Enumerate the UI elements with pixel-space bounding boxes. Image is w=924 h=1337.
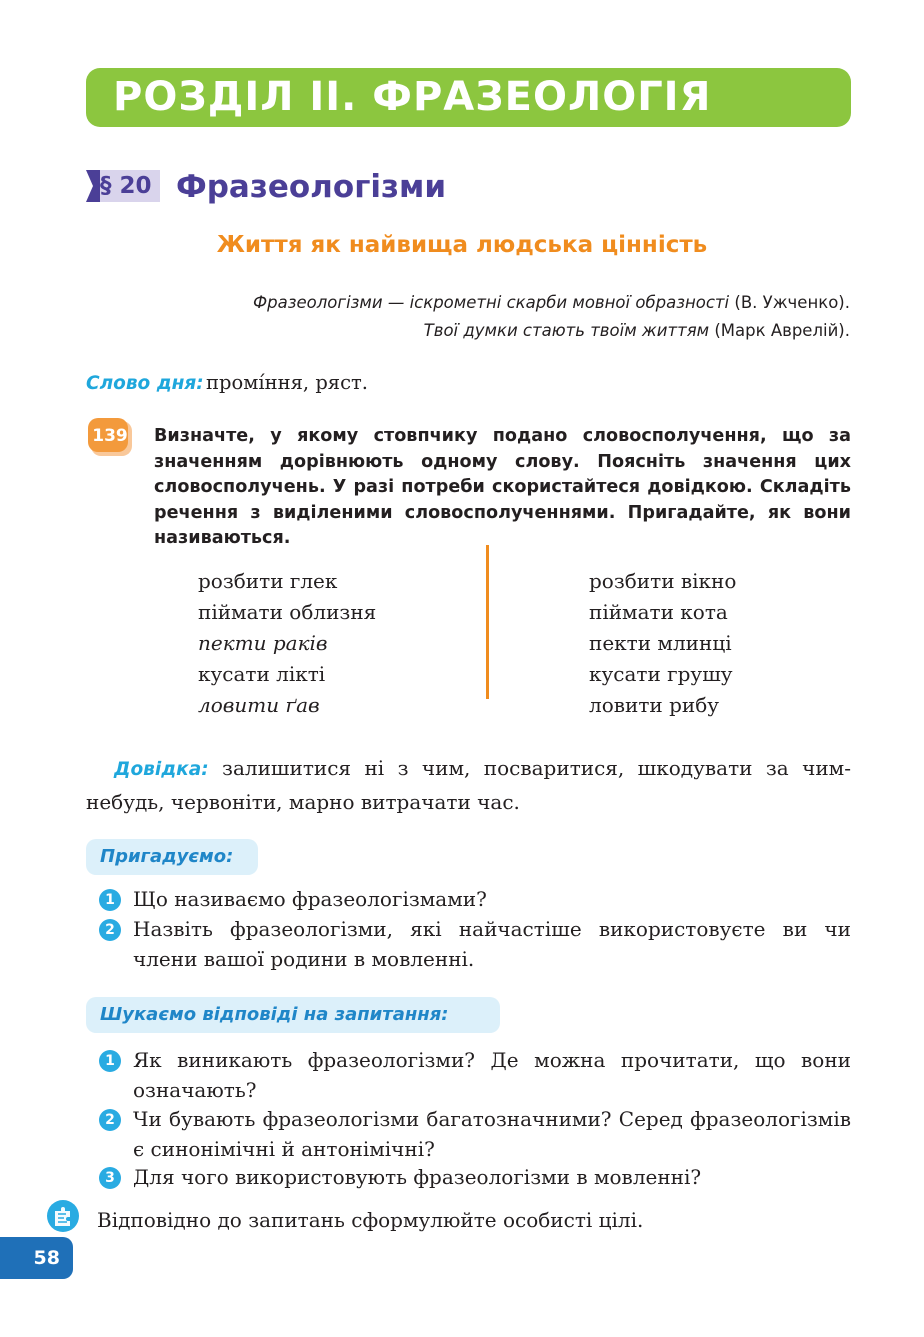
list-item-highlighted: ловити ґав <box>198 693 320 717</box>
recall-item-1: Що називаємо фразеологізмами? <box>133 887 487 911</box>
recall-item-2: Назвіть фразеологізми, які найчастіше використовуєте ви чи члени вашої родини в мовленні. <box>133 917 851 971</box>
list-item: кусати лікті <box>198 662 326 686</box>
list-item: пекти млинці <box>589 631 732 655</box>
reference-label: Довідка: <box>114 759 209 780</box>
epigraph-quote: Фразеологізми — іскрометні скарби мовної образності <box>252 293 730 312</box>
question-item-1: Як виникають фразеологізми? Де можна прочитати, що вони означають? <box>133 1048 851 1102</box>
reference-text: залишитися ні з чим, посваритися, шкодувати за чим-небудь, червоніти, марно витрачати час. <box>86 756 851 814</box>
exercise-task: Визначте, у якому стовпчику подано словосполучення, що за значенням дорівнюють одному слову. Поясніть значення цих словосполучень. У разі потреби скористайтеся довідкою. Складіть речення з виділеними словосполученнями. Пригадайте, як вони називаються. <box>154 426 851 548</box>
list-item: піймати кота <box>589 600 728 624</box>
list-item: ловити рибу <box>589 693 720 717</box>
list-item: розбити вікно <box>589 569 737 593</box>
section-number: § 20 <box>100 173 152 199</box>
word-of-day-text: промі́ння, ряст. <box>206 371 369 394</box>
column-divider <box>486 545 489 699</box>
question-item-3: Для чого використовують фразеологізми в мовленні? <box>133 1165 702 1189</box>
number-3-icon: 3 <box>99 1167 121 1189</box>
list-item: піймати облизня <box>198 600 377 624</box>
list-item: розбити глек <box>198 569 338 593</box>
word-of-day-label: Слово дня: <box>86 373 204 394</box>
puzzle-goal-icon <box>46 1199 80 1233</box>
number-1-icon: 1 <box>99 1050 121 1072</box>
reference-block <box>86 752 851 818</box>
right-column <box>589 566 736 721</box>
epigraph-quote: Твої думки стають твоїм життям <box>423 321 710 340</box>
number-2-icon: 2 <box>99 1109 121 1131</box>
list-item: кусати грушу <box>589 662 733 686</box>
section-title: Фразеологізми <box>176 169 447 205</box>
exercise-number: 139 <box>92 426 128 446</box>
question-item-2: Чи бувають фразеологізми багатозначними? Серед фразеологізмів є синонімічні й антонімічні? <box>133 1107 851 1161</box>
list-item-highlighted: пекти раків <box>198 631 328 655</box>
epigraph-2 <box>424 319 850 343</box>
number-1-icon: 1 <box>99 889 121 911</box>
epigraph-author: (В. Ужченко). <box>734 293 850 312</box>
goal-text: Відповідно до запитань сформулюйте особисті цілі. <box>97 1208 644 1232</box>
epigraph-1 <box>253 291 850 315</box>
page-number: 58 <box>33 1247 60 1269</box>
topic-title: Життя як найвища людська цінність <box>216 232 708 258</box>
recall-label: Пригадуємо: <box>100 846 234 867</box>
left-column <box>198 566 376 721</box>
chapter-title: РОЗДІЛ ІІ. ФРАЗЕОЛОГІЯ <box>113 74 712 120</box>
number-2-icon: 2 <box>99 919 121 941</box>
questions-label: Шукаємо відповіді на запитання: <box>100 1004 449 1025</box>
epigraph-author: (Марк Аврелій). <box>714 321 850 340</box>
